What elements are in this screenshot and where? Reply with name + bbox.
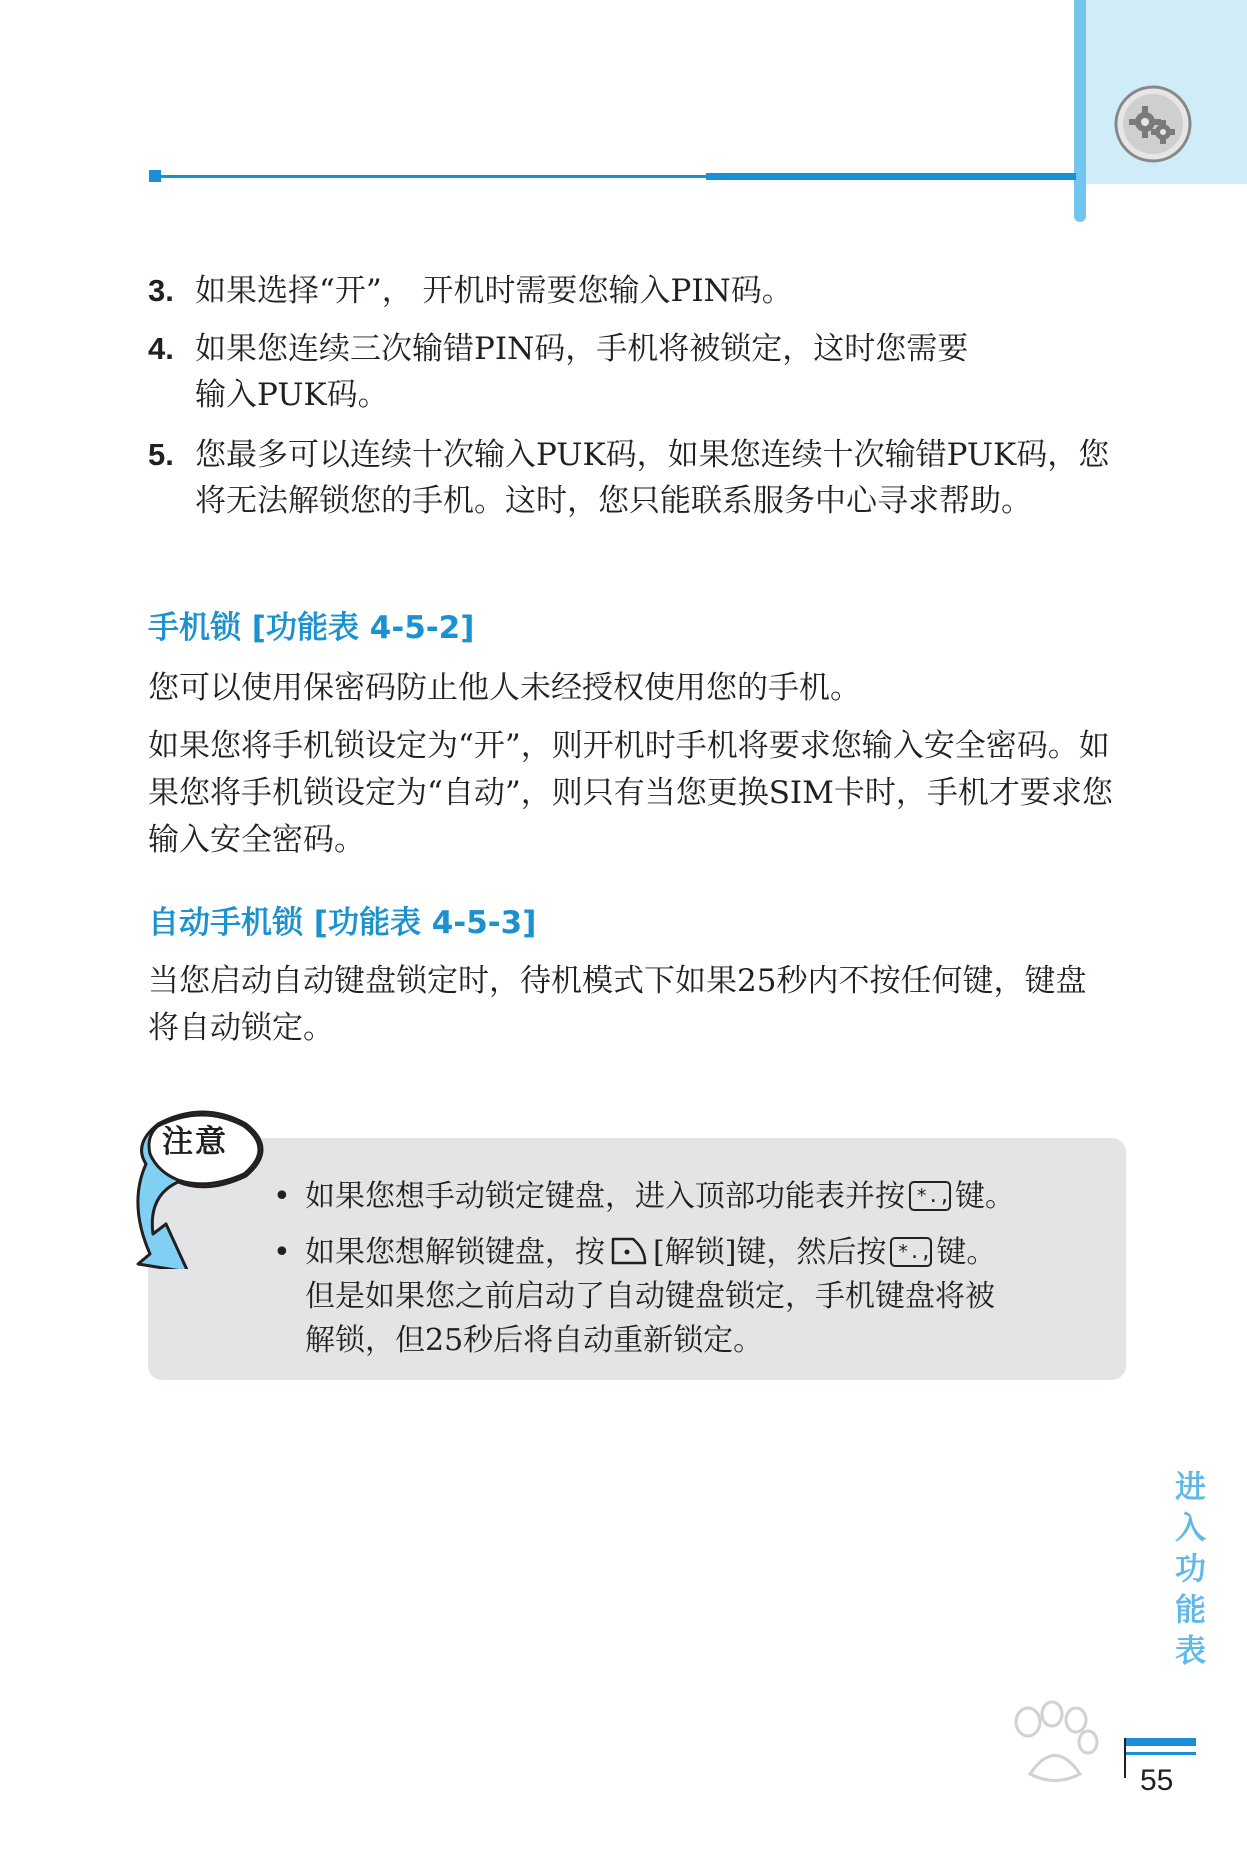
key-label: *., [916, 1185, 951, 1207]
list-item [148, 268, 1138, 314]
list-number: 4. [148, 331, 174, 366]
section-heading: 手机锁 [功能表 4-5-2] [148, 610, 475, 646]
list-item [148, 432, 1138, 524]
gear-icon [1113, 84, 1193, 164]
baidu-watermark [880, 1682, 1180, 1832]
key-label: *., [897, 1241, 932, 1263]
note-bullet [273, 1175, 1115, 1219]
note-text: 如果您想解锁键盘，按 [305, 1235, 605, 1270]
header-rule [150, 175, 706, 178]
list-text: 如果您连续三次输错PIN码，手机将被锁定，这时您需要输入PUK码。 [195, 331, 969, 413]
list-number: 3. [148, 273, 174, 308]
page-number: 55 [1140, 1764, 1174, 1797]
section-heading: 自动手机锁 [功能表 4-5-3] [148, 905, 537, 941]
note-text: 解锁，但25秒后将自动重新锁定。 [305, 1323, 764, 1358]
header-rule-thick [706, 173, 1076, 180]
star-key-icon [909, 1181, 951, 1211]
note-text: [解锁]键，然后按 [653, 1235, 887, 1270]
note-bullet [273, 1231, 1115, 1275]
star-key-icon [890, 1237, 932, 1267]
bullet-icon: • [273, 1235, 291, 1270]
list-number: 5. [148, 437, 174, 472]
header-side-bar [1074, 0, 1086, 222]
list-text: 您最多可以连续十次输入PUK码，如果您连续十次输错PUK码，您将无法解锁您的手机。这时，您只能联系服务中心寻求帮助。 [195, 437, 1110, 519]
note-text: 键。 [955, 1179, 1015, 1214]
chapter-side-label: 进入功能表 [1169, 1470, 1205, 1675]
paragraph: 您可以使用保密码防止他人未经授权使用您的手机。 [148, 670, 861, 706]
note-text: 键。 [936, 1235, 997, 1270]
paragraph: 如果您将手机锁设定为“开”，则开机时手机将要求您输入安全密码。如果您将手机锁设定为“自动”，则只有当您更换SIM卡时，手机才要求您输入安全密码。 [148, 728, 1113, 858]
list-text: 如果选择“开”， 开机时需要您输入PIN码。 [195, 273, 793, 309]
note-text: 如果您想手动锁定键盘，进入顶部功能表并按 [305, 1179, 905, 1214]
paragraph: 当您启动自动键盘锁定时，待机模式下如果25秒内不按任何键，键盘将自动锁定。 [148, 963, 1087, 1046]
note-title: 注意 [162, 1124, 228, 1160]
bullet-icon: • [273, 1179, 291, 1214]
list-item [148, 326, 1138, 418]
left-softkey-icon [609, 1235, 649, 1267]
note-text: 但是如果您之前启动了自动键盘锁定，手机键盘将被 [305, 1279, 995, 1314]
